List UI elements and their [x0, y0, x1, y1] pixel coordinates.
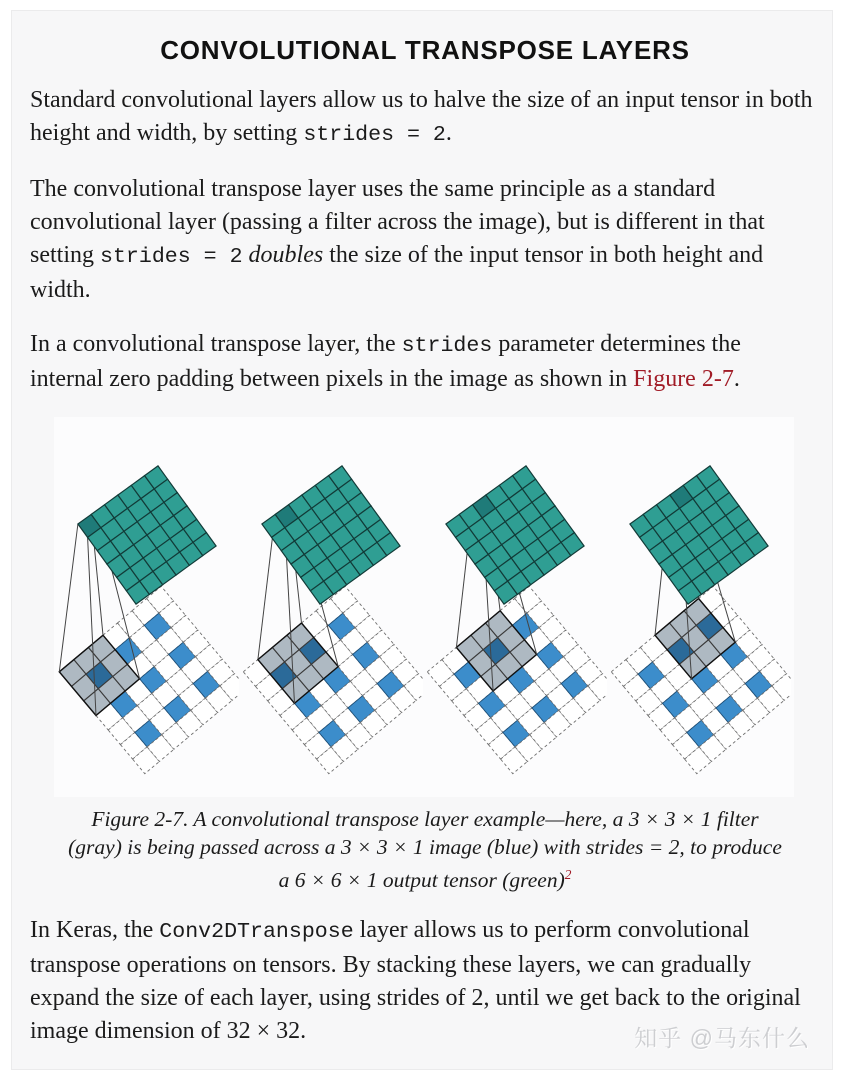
page [11, 10, 833, 1070]
inline-code: strides = 2 [100, 245, 243, 269]
text-run: The convolutional transpose layer uses the same principle as a standard convolutional layer (passing a filter across the image), but is different in that setting [30, 176, 765, 268]
paragraph-strides-padding [30, 328, 820, 396]
text-run: . [733, 366, 740, 392]
inline-code: strides = 2 [303, 123, 446, 147]
text-run: layer allows us to perform convolutional transpose operations on tensors. By stacking these layers, we can gradually expand the size of each layer, using strides of 2, until we get back to the original image dimension of 32 × 32. [30, 917, 801, 1045]
text-run: In a convolutional transpose layer, the [30, 331, 402, 357]
emphasis-text: doubles [248, 242, 324, 268]
transpose-conv-panel-2 [239, 435, 423, 775]
transpose-conv-panel-3 [423, 435, 607, 775]
page-content [12, 11, 833, 1048]
inline-code: Conv2DTranspose [159, 920, 354, 945]
text-run: . [445, 120, 452, 146]
figure-2-7-caption [65, 805, 785, 894]
zhihu-watermark: 知乎 @马东什么 [634, 1025, 810, 1051]
paragraph-transpose-principle [30, 173, 820, 307]
figure-2-7-link[interactable]: Figure 2-7 [633, 366, 734, 392]
inline-code: strides [401, 334, 493, 358]
text-run: parameter determines the internal zero padding between pixels in the image as shown in [30, 331, 741, 392]
transpose-conv-panel-4 [607, 435, 791, 775]
text-run: the size of the input tensor in both height and width. [30, 242, 764, 303]
text-run: In Keras, the [30, 917, 160, 944]
text-run: Figure 2-7. A convolutional transpose layer example—here, a 3 × 3 × 1 filter (gray) is being passed across a 3 × 3 × 1 image (blue) with strides = 2, to produce a 6 × 6 × 1 output tensor (green) [68, 807, 782, 893]
figure-2-7-image [54, 417, 794, 797]
footnote-2-link[interactable]: 2 [564, 867, 572, 882]
page-title: CONVOLUTIONAL TRANSPOSE LAYERS [160, 35, 690, 65]
paragraph-standard-conv [30, 84, 820, 152]
transpose-conv-panel-1 [55, 435, 239, 775]
text-run: Standard convolutional layers allow us to halve the size of an input tensor in both height and width, by setting [30, 87, 813, 146]
